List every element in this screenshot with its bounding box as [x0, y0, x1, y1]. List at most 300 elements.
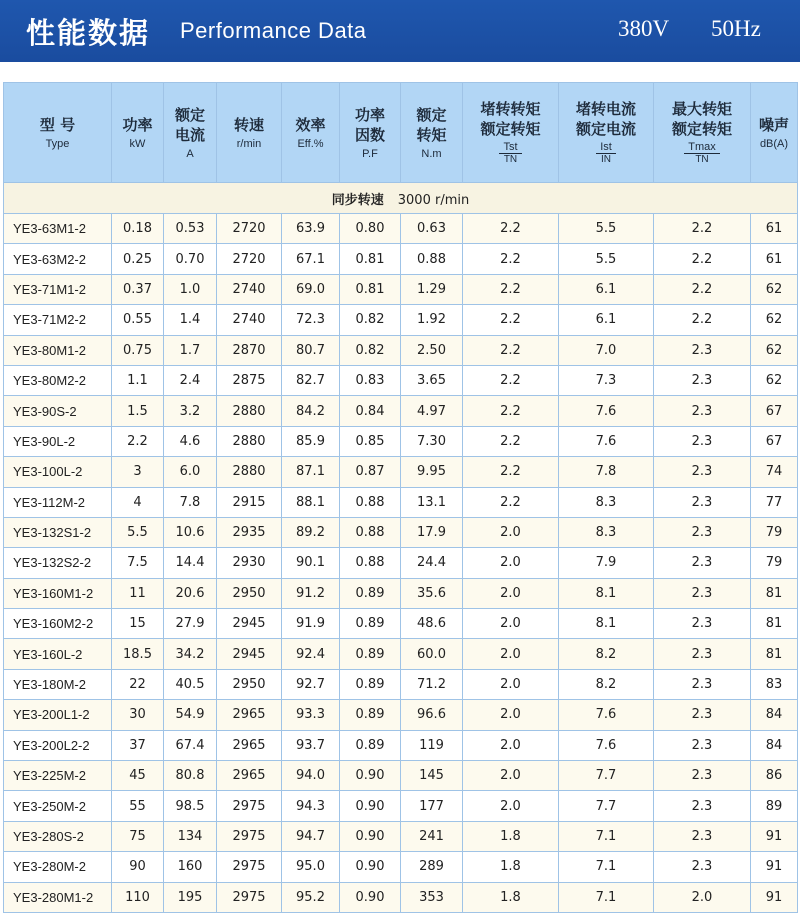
table-cell: 2.4: [164, 365, 217, 395]
table-cell: 0.87: [340, 457, 401, 487]
table-cell: 93.7: [282, 730, 340, 760]
table-cell: 8.3: [559, 487, 654, 517]
table-cell: 84: [751, 730, 798, 760]
header-row: [4, 83, 798, 183]
model-cell: YE3-90S-2: [4, 396, 112, 426]
table-cell: 353: [401, 882, 463, 912]
table-cell: 3.2: [164, 396, 217, 426]
table-cell: 81: [751, 639, 798, 669]
spacer: [0, 62, 800, 82]
table-cell: 0.53: [164, 214, 217, 244]
table-cell: 2.2: [463, 457, 559, 487]
table-cell: 60.0: [401, 639, 463, 669]
table-cell: 2.2: [463, 396, 559, 426]
table-cell: 134: [164, 821, 217, 851]
table-cell: 7.6: [559, 700, 654, 730]
model-cell: YE3-200L1-2: [4, 700, 112, 730]
table-cell: 91: [751, 882, 798, 912]
table-cell: 7.6: [559, 396, 654, 426]
table-cell: 6.1: [559, 305, 654, 335]
table-cell: 2740: [217, 305, 282, 335]
table-cell: 93.3: [282, 700, 340, 730]
section-cell: [4, 183, 798, 214]
table-cell: 71.2: [401, 669, 463, 699]
table-row: [4, 761, 798, 791]
model-cell: YE3-63M1-2: [4, 214, 112, 244]
column-header-unit: dB(A): [759, 137, 789, 150]
table-cell: 20.6: [164, 578, 217, 608]
table-row: [4, 609, 798, 639]
model-cell: YE3-80M2-2: [4, 365, 112, 395]
table-row: [4, 882, 798, 912]
table-cell: 2.0: [654, 882, 751, 912]
table-cell: 0.70: [164, 244, 217, 274]
table-cell: 2.3: [654, 639, 751, 669]
column-header-unit: Eff.%: [297, 137, 324, 150]
table-cell: 6.0: [164, 457, 217, 487]
table-row: [4, 852, 798, 882]
table-cell: 2945: [217, 609, 282, 639]
table-cell: 62: [751, 335, 798, 365]
table-cell: 2.2: [463, 305, 559, 335]
model-cell: YE3-71M1-2: [4, 274, 112, 304]
column-header-unit: P.F: [362, 147, 378, 160]
table-cell: 2.2: [463, 274, 559, 304]
table-cell: 72.3: [282, 305, 340, 335]
table-cell: 0.18: [112, 214, 164, 244]
table-cell: 7.1: [559, 821, 654, 851]
table-cell: 8.1: [559, 578, 654, 608]
column-header-cn: 额定: [174, 105, 205, 124]
table-cell: 7.5: [112, 548, 164, 578]
table-cell: 2.3: [654, 852, 751, 882]
table-cell: 91: [751, 821, 798, 851]
table-row: [4, 426, 798, 456]
table-cell: 0.84: [340, 396, 401, 426]
table-cell: 22: [112, 669, 164, 699]
table-cell: 62: [751, 365, 798, 395]
table-cell: 7.8: [164, 487, 217, 517]
column-header: [164, 83, 217, 183]
table-cell: 2.2: [463, 335, 559, 365]
table-cell: 0.90: [340, 882, 401, 912]
table-cell: 91.9: [282, 609, 340, 639]
table-cell: 9.95: [401, 457, 463, 487]
table-cell: 0.89: [340, 730, 401, 760]
table-cell: 1.1: [112, 365, 164, 395]
table-row: [4, 517, 798, 547]
column-header: [4, 83, 112, 183]
table-cell: 2.2: [463, 487, 559, 517]
table-cell: 2720: [217, 214, 282, 244]
table-row: [4, 548, 798, 578]
fraction-denominator: TN: [695, 154, 709, 165]
table-cell: 2975: [217, 791, 282, 821]
table-cell: 63.9: [282, 214, 340, 244]
table-cell: 14.4: [164, 548, 217, 578]
table-cell: 2.0: [463, 761, 559, 791]
table-cell: 83: [751, 669, 798, 699]
model-cell: YE3-160M2-2: [4, 609, 112, 639]
table-cell: 61: [751, 214, 798, 244]
table-cell: 82.7: [282, 365, 340, 395]
frequency-label: 50Hz: [711, 16, 761, 41]
table-cell: 2915: [217, 487, 282, 517]
column-header-cn: 堵转电流: [575, 100, 636, 118]
table-cell: 2965: [217, 761, 282, 791]
table-cell: 1.8: [463, 882, 559, 912]
table-cell: 18.5: [112, 639, 164, 669]
column-header-cn: 最大转矩: [671, 100, 732, 118]
table-cell: 0.90: [340, 791, 401, 821]
table-cell: 2880: [217, 457, 282, 487]
table-cell: 2975: [217, 852, 282, 882]
table-cell: 7.6: [559, 730, 654, 760]
table-cell: 2.0: [463, 548, 559, 578]
column-header-cn-line2: 因数: [354, 125, 385, 144]
table-row: [4, 639, 798, 669]
table-cell: 1.7: [164, 335, 217, 365]
table-cell: 1.8: [463, 852, 559, 882]
column-header: [340, 83, 401, 183]
table-cell: 0.81: [340, 274, 401, 304]
table-cell: 5.5: [559, 214, 654, 244]
table-cell: 91: [751, 852, 798, 882]
table-row: [4, 244, 798, 274]
table-cell: 95.2: [282, 882, 340, 912]
column-header: [751, 83, 798, 183]
table-cell: 2975: [217, 882, 282, 912]
table-cell: 92.7: [282, 669, 340, 699]
column-header-cn: 噪声: [758, 115, 789, 134]
table-cell: 45: [112, 761, 164, 791]
table-cell: 0.90: [340, 821, 401, 851]
table-cell: 0.55: [112, 305, 164, 335]
fraction-numerator: Tmax: [684, 141, 720, 154]
table-cell: 81: [751, 609, 798, 639]
table-row: [4, 214, 798, 244]
table-cell: 2.3: [654, 517, 751, 547]
column-header-cn-line2: 电流: [174, 125, 205, 144]
table-cell: 15: [112, 609, 164, 639]
model-cell: YE3-160L-2: [4, 639, 112, 669]
table-cell: 2.3: [654, 791, 751, 821]
table-cell: 2935: [217, 517, 282, 547]
table-cell: 79: [751, 517, 798, 547]
table-cell: 2.3: [654, 821, 751, 851]
table-cell: 0.88: [340, 548, 401, 578]
table-cell: 4: [112, 487, 164, 517]
column-header-cn: 效率: [295, 115, 326, 134]
table-cell: 195: [164, 882, 217, 912]
table-cell: 1.29: [401, 274, 463, 304]
table-cell: 2.3: [654, 548, 751, 578]
table-cell: 0.80: [340, 214, 401, 244]
column-header-cn-line2: 额定电流: [575, 120, 636, 138]
model-cell: YE3-280M-2: [4, 852, 112, 882]
table-row: [4, 457, 798, 487]
model-cell: YE3-90L-2: [4, 426, 112, 456]
model-cell: YE3-80M1-2: [4, 335, 112, 365]
column-header-cn: 功率: [354, 105, 385, 124]
table-cell: 2.3: [654, 487, 751, 517]
table-cell: 2950: [217, 669, 282, 699]
column-header-cn: 型 号: [39, 115, 76, 134]
ratio-fraction: [596, 141, 616, 166]
banner-title-cn: 性能数据: [26, 16, 151, 50]
table-cell: 0.82: [340, 305, 401, 335]
table-cell: 3.65: [401, 365, 463, 395]
table-cell: 54.9: [164, 700, 217, 730]
ratio-fraction: [499, 141, 521, 166]
column-header-cn-line2: 额定转矩: [671, 120, 732, 138]
table-cell: 0.89: [340, 639, 401, 669]
table-cell: 67: [751, 396, 798, 426]
model-cell: YE3-132S1-2: [4, 517, 112, 547]
table-cell: 2950: [217, 578, 282, 608]
table-cell: 6.1: [559, 274, 654, 304]
table-cell: 7.7: [559, 761, 654, 791]
table-cell: 7.9: [559, 548, 654, 578]
banner-title-en: Performance Data: [180, 18, 367, 43]
table-cell: 2965: [217, 730, 282, 760]
table-cell: 0.82: [340, 335, 401, 365]
column-header-unit: A: [186, 147, 194, 160]
table-cell: 89: [751, 791, 798, 821]
column-header: [112, 83, 164, 183]
table-cell: 0.63: [401, 214, 463, 244]
table-cell: 8.1: [559, 609, 654, 639]
fraction-denominator: IN: [601, 154, 611, 165]
table-cell: 2.3: [654, 457, 751, 487]
performance-table: [3, 82, 798, 913]
table-cell: 145: [401, 761, 463, 791]
fraction-numerator: Tst: [499, 141, 521, 154]
model-cell: YE3-200L2-2: [4, 730, 112, 760]
table-cell: 0.88: [340, 487, 401, 517]
table-cell: 7.3: [559, 365, 654, 395]
table-cell: 2.3: [654, 609, 751, 639]
column-header-cn: 堵转转矩: [480, 100, 541, 118]
section-label: 同步转速: [331, 192, 384, 208]
fraction-numerator: Ist: [596, 141, 616, 154]
model-cell: YE3-225M-2: [4, 761, 112, 791]
model-cell: YE3-100L-2: [4, 457, 112, 487]
table-cell: 2.3: [654, 761, 751, 791]
column-header-cn: 功率: [122, 115, 153, 134]
table-cell: 1.92: [401, 305, 463, 335]
table-cell: 90: [112, 852, 164, 882]
column-header: [282, 83, 340, 183]
table-cell: 96.6: [401, 700, 463, 730]
table-cell: 0.88: [401, 244, 463, 274]
table-cell: 1.4: [164, 305, 217, 335]
table-cell: 0.89: [340, 669, 401, 699]
table-cell: 2.2: [654, 244, 751, 274]
title-banner: [0, 0, 800, 62]
table-cell: 94.0: [282, 761, 340, 791]
table-cell: 88.1: [282, 487, 340, 517]
table-cell: 61: [751, 244, 798, 274]
table-cell: 40.5: [164, 669, 217, 699]
table-cell: 77: [751, 487, 798, 517]
table-cell: 0.85: [340, 426, 401, 456]
table-cell: 2.3: [654, 669, 751, 699]
table-cell: 30: [112, 700, 164, 730]
table-cell: 110: [112, 882, 164, 912]
table-cell: 2975: [217, 821, 282, 851]
table-cell: 0.89: [340, 700, 401, 730]
table-cell: 80.7: [282, 335, 340, 365]
table-cell: 2.3: [654, 578, 751, 608]
table-cell: 35.6: [401, 578, 463, 608]
table-cell: 8.3: [559, 517, 654, 547]
table-cell: 7.30: [401, 426, 463, 456]
model-cell: YE3-180M-2: [4, 669, 112, 699]
table-cell: 0.75: [112, 335, 164, 365]
table-cell: 62: [751, 305, 798, 335]
table-cell: 1.0: [164, 274, 217, 304]
table-cell: 2.3: [654, 365, 751, 395]
column-header-cn: 额定: [416, 105, 447, 124]
table-cell: 89.2: [282, 517, 340, 547]
table-cell: 2.0: [463, 639, 559, 669]
table-cell: 69.0: [282, 274, 340, 304]
table-row: [4, 365, 798, 395]
table-cell: 91.2: [282, 578, 340, 608]
table-cell: 85.9: [282, 426, 340, 456]
model-cell: YE3-160M1-2: [4, 578, 112, 608]
table-cell: 2880: [217, 396, 282, 426]
table-row: [4, 669, 798, 699]
table-cell: 2.3: [654, 700, 751, 730]
table-cell: 1.5: [112, 396, 164, 426]
table-cell: 2.2: [112, 426, 164, 456]
table-row: [4, 791, 798, 821]
table-cell: 2.50: [401, 335, 463, 365]
table-cell: 84.2: [282, 396, 340, 426]
table-cell: 2.3: [654, 426, 751, 456]
table-row: [4, 396, 798, 426]
table-row: [4, 821, 798, 851]
table-cell: 86: [751, 761, 798, 791]
table-cell: 2880: [217, 426, 282, 456]
table-cell: 34.2: [164, 639, 217, 669]
table-row: [4, 274, 798, 304]
table-cell: 94.3: [282, 791, 340, 821]
table-cell: 98.5: [164, 791, 217, 821]
table-cell: 27.9: [164, 609, 217, 639]
table-cell: 90.1: [282, 548, 340, 578]
table-cell: 24.4: [401, 548, 463, 578]
table-cell: 2740: [217, 274, 282, 304]
table-cell: 84: [751, 700, 798, 730]
table-cell: 7.1: [559, 882, 654, 912]
table-cell: 2.0: [463, 578, 559, 608]
table-cell: 5.5: [112, 517, 164, 547]
table-cell: 74: [751, 457, 798, 487]
voltage-label: 380V: [618, 16, 670, 41]
table-cell: 67.4: [164, 730, 217, 760]
ratio-fraction: [684, 141, 720, 166]
column-header: [217, 83, 282, 183]
column-header-unit: N.m: [421, 147, 442, 160]
table-cell: 7.1: [559, 852, 654, 882]
table-cell: 2.2: [654, 274, 751, 304]
table-row: [4, 730, 798, 760]
column-header-cn-line2: 额定转矩: [480, 120, 541, 138]
table-cell: 289: [401, 852, 463, 882]
table-cell: 241: [401, 821, 463, 851]
table-cell: 2.3: [654, 730, 751, 760]
table-cell: 0.89: [340, 578, 401, 608]
table-cell: 4.6: [164, 426, 217, 456]
table-cell: 7.6: [559, 426, 654, 456]
table-cell: 92.4: [282, 639, 340, 669]
table-cell: 2.0: [463, 609, 559, 639]
column-header-unit: kW: [129, 137, 146, 150]
table-cell: 2.2: [654, 305, 751, 335]
table-cell: 0.81: [340, 244, 401, 274]
table-cell: 10.6: [164, 517, 217, 547]
table-cell: 2.0: [463, 791, 559, 821]
table-cell: 0.90: [340, 852, 401, 882]
table-cell: 13.1: [401, 487, 463, 517]
model-cell: YE3-280S-2: [4, 821, 112, 851]
table-cell: 67: [751, 426, 798, 456]
table-cell: 1.8: [463, 821, 559, 851]
table-cell: 94.7: [282, 821, 340, 851]
table-row: [4, 578, 798, 608]
model-cell: YE3-71M2-2: [4, 305, 112, 335]
table-cell: 7.0: [559, 335, 654, 365]
table-cell: 177: [401, 791, 463, 821]
table-cell: 37: [112, 730, 164, 760]
column-header-cn-line2: 转矩: [416, 125, 447, 144]
table-cell: 2.3: [654, 396, 751, 426]
table-cell: 95.0: [282, 852, 340, 882]
table-cell: 87.1: [282, 457, 340, 487]
table-cell: 2.2: [463, 214, 559, 244]
column-header: [401, 83, 463, 183]
table-cell: 0.90: [340, 761, 401, 791]
column-header-unit: Type: [45, 137, 70, 150]
table-cell: 7.8: [559, 457, 654, 487]
table-cell: 8.2: [559, 669, 654, 699]
table-cell: 48.6: [401, 609, 463, 639]
table-cell: 2.0: [463, 700, 559, 730]
table-cell: 2945: [217, 639, 282, 669]
table-cell: 8.2: [559, 639, 654, 669]
table-cell: 11: [112, 578, 164, 608]
table-row: [4, 305, 798, 335]
column-header: [463, 83, 559, 183]
table-cell: 79: [751, 548, 798, 578]
model-cell: YE3-280M1-2: [4, 882, 112, 912]
table-cell: 67.1: [282, 244, 340, 274]
column-header-cn: 转速: [233, 115, 264, 134]
column-header-unit: r/min: [236, 137, 262, 150]
table-cell: 7.7: [559, 791, 654, 821]
table-cell: 2720: [217, 244, 282, 274]
table-cell: 2.0: [463, 730, 559, 760]
table-cell: 2.2: [463, 426, 559, 456]
column-header: [559, 83, 654, 183]
table-cell: 5.5: [559, 244, 654, 274]
table-cell: 2930: [217, 548, 282, 578]
section-value: 3000 r/min: [397, 192, 470, 208]
table-cell: 17.9: [401, 517, 463, 547]
